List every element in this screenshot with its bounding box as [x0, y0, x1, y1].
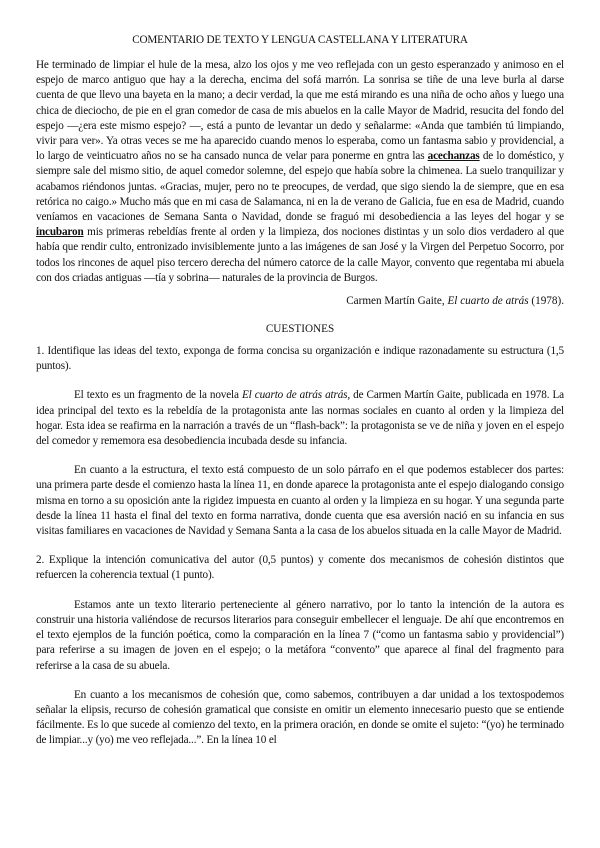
text-part-3: mis primeras rebeldías frente al orden y la limpieza, dos nociones distintas y un solo dios verdadero al que había que rendir culto, entronizado invisiblemente junto a las imágenes de san José y la Virgen del Perpetuo Socorro, por todos los rincones de aquel piso tercero derecha del número catorce de la calle Mayor, convento que regentaba mi abuela con dos criadas antiguas —tía y sobrina— naturales de la provincia de Burgos.	[36, 226, 565, 284]
source-citation	[36, 294, 564, 309]
source-text-paragraph	[36, 58, 564, 286]
answer-1-paragraph-2: En cuanto a la estructura, el texto está compuesto de un solo párrafo en el que podemos establecer dos partes: una primera parte desde el comienzo hasta la línea 11, en donde aparece la protagonista ante el espejo dialogando consigo misma en torno a su oposición ante la rigidez impuesta en cuanto al orden y la limpieza en su hogar. Y una segunda parte desde la línea 11 hasta el final del texto en forma narrativa, donde cuenta que esa aversión nació en su infancia en sus visitas familiares en vacaciones de Navidad y Semana Santa a la casa de los abuelos situada en la calle Mayor de Madrid.	[36, 464, 564, 538]
text-part-1: He terminado de limpiar el hule de la mesa, alzo los ojos y me veo reflejada con un gesto esperanzado y animoso en el espejo de marco antiguo que hay a la derecha, encima del sofá marrón. La sonrisa se tiñe de una leve burla al darse cuenta de que llevo una bayeta en la mano; a decir verdad, la que me está mirando es una niña de ocho años y luego una chica de dieciocho, de pie en el gran comedor de casa de mis abuelos en la calle Mayor de Madrid, resucita del fondo del espejo —¿era este mismo espejo? —, está a punto de levantar un dedo y señalarme: «Anda que también tú limpiando, vivir para ver». Ya otras veces se me ha aparecido cuando menos lo esperaba, como un fantasma sabio y providencial, a lo largo de veinticuatro años no se ha cansado nunca de velar para ponerme en gntra las	[36, 59, 564, 163]
underlined-word-incubaron: incubaron	[36, 226, 84, 239]
underlined-word-acechanzas: acechanzas	[427, 150, 480, 163]
question-2: 2. Explique la intención comunicativa del autor (0,5 puntos) y comente dos mecanismos de cohesión distintos que refuercen la coherencia textual (1 punto).	[36, 554, 564, 582]
answer-1-paragraph-1	[36, 388, 564, 449]
source-year: (1978).	[531, 295, 564, 308]
question-1: 1. Identifique las ideas del texto, exponga de forma concisa su organización e indique razonadamente su estructura (1,5 puntos).	[36, 345, 564, 373]
answer-2-paragraph-2: En cuanto a los mecanismos de cohesión que, como sabemos, contribuyen a dar unidad a los textospodemos señalar la elipsis, recurso de cohesión gramatical que consiste en omitir un elemento innecesario puesto que se entiende fácilmente. Es lo que sucede al comienzo del texto, en la primera oración, en donde se omite el sujeto: “(yo) he terminado de limpiar...y (yo) me veo reflejada...”. En la línea 10 el	[36, 688, 564, 747]
document-page	[36, 34, 564, 749]
source-author: Carmen Martín Gaite,	[346, 295, 445, 308]
cuestiones-heading: CUESTIONES	[265, 323, 335, 336]
text-part-2: de lo doméstico, y siempre sale del mismo sitio, de aquel comedor solemne, del espejo que había sobre la chimenea. La suelo tranquilizar y acabamos riéndonos juntas. «Gracias, mujer, pero no te preocupes, de verdad, que sigo siendo la de siempre, que en esa retórica no caigo.» Mucho más que en mi casa de Salamanca, ni en la de verano de Galicia, fue en esa de Madrid, cuando veníamos en vacaciones de Semana Santa o Navidad, donde se fraguó mi desobediencia a las leyes del hogar y se	[36, 150, 564, 224]
document-title: COMENTARIO DE TEXTO Y LENGUA CASTELLANA Y LITERATURA	[132, 34, 468, 46]
answer-2-paragraph-1: Estamos ante un texto literario perteneciente al género narrativo, por lo tanto la intención de la autora es construir una historia valiéndose de recursos literarios para conseguir embellecer el lenguaje. De ahí que encontremos en el texto ejemplos de la función poética, como la comparación en la línea 7 (“como un fantasma sabio y providencial”) para referirse a su imagen de joven en el espejo; o la metáfora “convento” que aparece al final del fragmento para referirse a la casa de su abuela.	[36, 598, 564, 672]
answer-1-work: El cuarto de atrás atrás,	[242, 389, 350, 402]
answer-1-intro: El texto es un fragmento de la novela	[74, 389, 239, 402]
answer-1-body: de Carmen Martín Gaite, publicada en 1978. La idea principal del texto es la rebeldía de la protagonista ante las normas sociales en cuanto al orden y la limpieza del hogar. Esta idea se reafirma en la narración a través de un “flash-back”: la protagonista se ve de niña y joven en el espejo del comedor y rememora esa desobediencia incubada desde su infancia.	[36, 389, 564, 448]
source-work: El cuarto de atrás	[447, 295, 529, 308]
